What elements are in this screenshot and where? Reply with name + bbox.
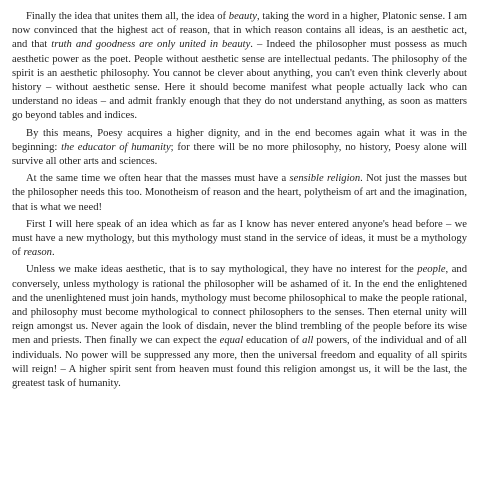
- italic-phrase: people: [417, 264, 446, 276]
- italic-phrase: all: [302, 335, 314, 347]
- italic-phrase: reason: [23, 247, 52, 259]
- text-run: education of: [243, 335, 303, 347]
- paragraph-new-mythology: [12, 218, 467, 261]
- text-run: By this means, Poesy acquires a higher dignity, and in the end becomes again what it was in the beginning:: [12, 127, 467, 153]
- text-run: . – Indeed the philosopher must possess as much aesthetic power as the poet. People without aesthetic sense are intellectual pedants. The philosophy of the spirit is an aesthetic philosophy. You cannot be clever about anything, you can't even think cleverly about history – without aesthetic sense. Here it should become manifest what people actually lack who can understand no ideas – and admit frankly enough that they do not understand anything, as soon as matters go beyond tables and indices.: [12, 39, 468, 122]
- italic-phrase: beauty: [228, 11, 258, 22]
- paragraph-sensible-religion: [12, 172, 467, 215]
- text-run: Finally the idea that unites them all, the idea of: [26, 11, 229, 22]
- text-run: ; for there will be no more philosophy, no history, Poesy alone will survive all other arts and sciences.: [12, 141, 467, 168]
- paragraph-poesy: [12, 127, 467, 170]
- text-run: .: [51, 247, 55, 259]
- text-run: , and conversely, unless mythology is rational the philosopher will be ashamed of it. In the end the enlightened and the unenlightened must join hands, mythology must become philosophical to make the people rational, and philosophy must become mythological to connect philosophers to the senses. Then eternal unity will reign amongst us. Never again the look of disdain, never the blind trembling of the people before its wise men and priests. Then finally we can expect the: [12, 264, 468, 347]
- italic-phrase: equal: [219, 335, 244, 347]
- text-run: . Not just the masses but the philosopher needs this too. Monotheism of reason and the heart, polytheism of art and the imagination, that is what we need!: [12, 173, 467, 213]
- paragraph-aesthetic-ideas: [12, 263, 467, 391]
- text-run: , taking the word in a higher, Platonic sense. I am now convinced that the highest act of reason, that in which reason contains all ideas, is an aesthetic act, and that: [12, 11, 468, 51]
- paragraph-beauty: [12, 10, 467, 124]
- text-run: First I will here speak of an idea which as far as I know has never entered anyone's head before – we must have a new mythology, but this mythology must stand in the service of ideas, it must be a mythology of: [12, 218, 467, 259]
- text-run: At the same time we often hear that the masses must have a: [26, 173, 290, 185]
- text-run: powers, of the individual and of all individuals. No power will be suppressed any more, then the universal freedom and equality of all spirits will reign! – A higher spirit sent from heaven must found this religion amongst us, it will be the last, the greatest task of humanity.: [12, 335, 467, 390]
- italic-phrase: the educator of humanity: [61, 141, 171, 153]
- text-run: Unless we make ideas aesthetic, that is to say mythological, they have no interest for the: [26, 264, 418, 276]
- italic-phrase: truth and goodness are only united in beauty: [51, 39, 251, 51]
- italic-phrase: sensible religion: [289, 173, 361, 185]
